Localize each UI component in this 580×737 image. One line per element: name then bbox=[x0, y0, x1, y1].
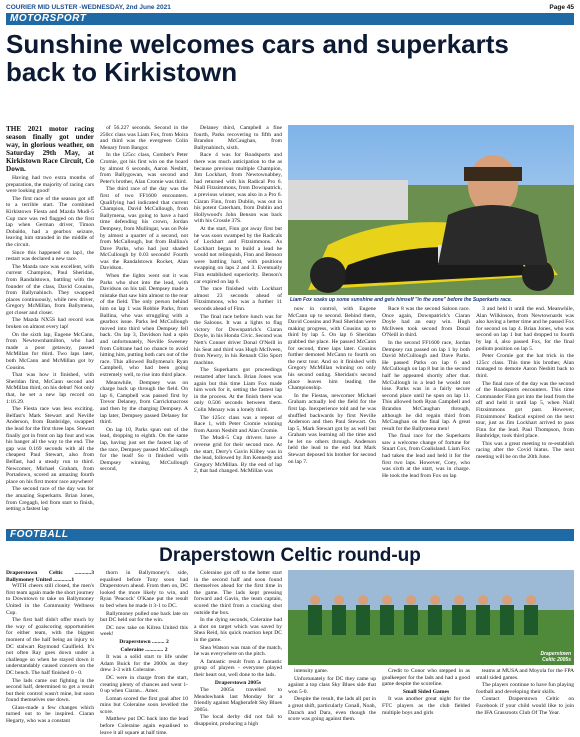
paragraph: In the 125cc class, Comber's Peter Cromie, got his first win on the board by almost 6 seconds, Aaron Nesbitt, from Ballygowan, was second and Peter's brother, Alan Cromie was third. bbox=[100, 152, 188, 185]
paragraph: now in control, with Eugene McCann up to second. Behind them, David Cousins and Paul Sheridan were making progress, with Cousins up to third by lap 5. On lap 6 Sheridan grabbed the place. He passed McCann for second, three laps later. Cousins further demoted McCann to fourth on the next tour. And so it finished with Gregory McMillan winning on only his second outing. Sheridan's second place leaves him leading the Championship. bbox=[288, 306, 376, 392]
paragraph: In the dying seconds, Coleraine had a shot on target which was saved by Shea Reid, his quick reaction kept DC in the game. bbox=[194, 617, 282, 643]
paragraph: It was a solid start to life under Adam Buick for the 2000s as they drew 3-3 with Coleraine. bbox=[100, 654, 188, 674]
paragraph: When the lights went out it was Parks who shot into the lead, with Davidson on his tail. Dempsey made a mistake that saw him almost to the rear of the field. The only person behind him on lap 1 was Robbie Parks, from Ballina, who was struggling with a gearbox issue. Parks led McCullough moved into third when Dempsey fell back. On lap 3, Davidson had a spin and unfortunately, Neville Sweeney from Coltrane had no chance to avoid hitting him, putting both cars out of the race. This allowed Ballymena's Ryan Campbell, who had been going extremely well, to rise into third place. bbox=[100, 273, 188, 378]
motorsport-column-6 bbox=[476, 306, 574, 526]
paragraph: The players continue to have fun playing football and developing their skills. bbox=[476, 682, 574, 695]
paragraph: The second race of the day was for the amazing Superkarts. Brian Jones, from Cregagh, led from start to finish, setting a fastest lap bbox=[6, 486, 94, 513]
paragraph: Shea Watson was man of the match, he was everywhere on the pitch. bbox=[194, 644, 282, 658]
paragraph: Delaney third, Campbell a fine fourth, Parks recovering to fifth and Brandon McCaughan, from Ballynahinch, sixth. bbox=[194, 125, 282, 151]
paragraph: The final race before lunch was for the Saloons. It was a lights to flag victory for Downpatrick's Ciaran Doyle, in his Honda Civic. Second was Nett's Conner driver Donal O'Neill in his Seat and third was Hugh McIlveen, from Newry, in his Renault Clio Sport machine. bbox=[194, 313, 282, 366]
paragraph: The lads came out fighting in the second half, determined to get a result but their control wasn't mine, but soon found themselves one down. bbox=[6, 677, 94, 704]
paragraph: teams at MUSA and Moyola for the FPA small sided games. bbox=[476, 668, 574, 681]
team-photo-label: Draperstown Celtic 2005s bbox=[540, 651, 571, 663]
football-col1-text bbox=[6, 583, 94, 724]
football-column-4 bbox=[288, 668, 376, 735]
team-photo bbox=[288, 570, 574, 665]
page-number: Page 45 bbox=[549, 3, 574, 11]
paper-title: COURIER MID ULSTER -WEDNESDAY, 2nd June 2021 bbox=[6, 3, 171, 11]
paragraph: Meanwhile, Dempsey was on charge back up through the field. On lap 6, Campbell was passed first by Trevor Delaney, from Carrickmacross and then by the charging Dempsey. A lap later, Dempsey passed Delaney for third. bbox=[100, 379, 188, 426]
paragraph: 3 and held it until the end. Meanwhile, Alan Wilkinson, from Newtownards was also having a better time and he passed Fox for second on lap 4. Brian Jones, who was second on lap 1 but had dropped to fourth by lap 4, also passed Fox, for the final podium position on lap 5. bbox=[476, 306, 574, 352]
paragraph: The 2005s travelled to Meadowbank last Monday for a friendly against Magherafelt Sky Blues 2005s. bbox=[194, 687, 282, 713]
paragraph: Glass-made a few changes which turned out to be inspired. Ciaran Hegarty, who was a constant bbox=[6, 704, 94, 725]
motorsport-column-1 bbox=[6, 125, 94, 525]
paragraph: The first half didn't offer much by the way of goalscoring opportunities for either team, with the biggest moment of the half being an injury to DC stalwart Raymond Caulfield. It's not often Ray goes down under a challenge so when he stayed down it understandably caused concern on the DC bench. The half finished 0 - 0. bbox=[6, 617, 94, 676]
football-column-6 bbox=[476, 668, 574, 735]
paragraph: of 56.227 seconds. Second in the 250cc class was Liam Fox, from Moira and third was the evergreen Colin Menary from Bangor. bbox=[100, 125, 188, 151]
motorsport-column-2 bbox=[100, 125, 188, 525]
match-result: Draperstown Celtic ............3 Ballymoney United .............1 bbox=[6, 570, 94, 583]
paragraph: The final race of the day was the second of the Roadsports encounters. This time Commander Finn got into the lead from the off and held it until lap 5, when Niall Fitzsimmons got past. However, Fitzsimmons' Radical expired on the next tour, just as Jim Lockhart arrived to pass Finn for the lead. Paul Thompson, from Banbridge, took third place. bbox=[476, 380, 574, 440]
motorsport-col1-text bbox=[6, 175, 94, 513]
paragraph: Having had two extra months of preparation, the majority of racing cars were looking good! bbox=[6, 175, 94, 195]
paragraph: The Mazda NX5S had record was broken on almost every lap! bbox=[6, 317, 94, 331]
paragraph: In the Fiestas, newcomer Michael Graham actually led the field for the first lap. Inexperience told and he was shuffled backwards by first Neville Anderson and then Paul Stewart. On lap 5, Mark Stewart got by as well but Graham was learning all the time and he let no others through. Anderson held the lead to the end but Mark Stewart deposed his brother for second on lap 7. bbox=[288, 392, 376, 465]
paragraph: Coleraine got off to the better start in the second half and soon found themselves ahead for the first time in the game. The lads kept pressing forward and Gavin, the team captain, scored the third from a cracking shot outside the box. bbox=[194, 570, 282, 616]
paragraph: That was how it finished, with Sheridan first, McCann second and McMillan third, on his debut! Not only that, he set a new lap record on 1:16.29. bbox=[6, 372, 94, 405]
section-bar-motorsport: MOTORSPORT bbox=[6, 13, 574, 25]
paragraph: Matthew put DC back into the lead before Coleraine again equalised to leave it all square at half time. bbox=[100, 716, 188, 735]
paragraph: This was a great meeting to re-establish racing after the Covid hiatus. The next meeting will be on the 20th June. bbox=[476, 440, 574, 461]
photo-caption: Liam Fox soaks up some sunshine and gets himself "in the zone" before the Superkarts race. bbox=[290, 297, 513, 303]
paragraph: The final race for the Superkarts saw a welcome change of fortune for Stuart Cox, from Coalisland. Liam Fox had taken the lead and held it for the first two laps. However, Coey, who was sixth at the start, was in charge. He took the lead from Fox on lap bbox=[382, 433, 470, 479]
paragraph: Race 4 was for Roadsports and there was much anticipation to the as because previous multiple Champion, Jim Lockhart, from Newtownabbey, had returned with his Radical Pro 6. Niall Fitzsimmons, from Downpatrick, a previous winner, was also in a Pro 6. Ciaran Finn, from Dublin, was out in his potent Caterham, from Dublin and Hollywood's John Benson was back with his Crossle 37S. bbox=[194, 152, 282, 225]
football-column-2 bbox=[100, 570, 188, 735]
paragraph: WITH cheers still closed, the men's first team again made the short journey to Downtown to take on Ballymoney United in the Community Wellness Cup. bbox=[6, 583, 94, 616]
motorsport-column-3 bbox=[194, 125, 282, 525]
paragraph: The Fiesta race was less exciting. Belfast's Mark Stewart and Neville Anderson, from Banbridge, swapped the lead for the first three laps. Stewart finally got in front on lap four and was his banger all the way to the end. The gap was 0.169 seconds with all the cheapest Paul Stewart, also from Belfast, had a steady run to third. Newcomer, Michael Graham, from Portadown, scored an amazing fourth place on his first motor race anywhere! bbox=[6, 406, 94, 485]
paragraph: Coleraine ............. 2 bbox=[120, 646, 168, 653]
paragraph: The race finished with Lockhart almost 23 seconds ahead of Fitzsimmons, who was a further 11 seconds ahead of Finn. bbox=[194, 286, 282, 313]
paragraph: The Superkarts got proceedings restarted after lunch. Brian Jones was again but this time Liam Fox made him work for it, setting the fastest lap in the process. At the finish there was only 0.506 seconds between them. Colin Menary was a lonely third. bbox=[194, 367, 282, 413]
headline-motorsport: Sunshine welcomes cars and superkarts back to Kirkistown bbox=[6, 29, 509, 87]
paragraph: Credit to Conor who stepped in as goalkeeper for the lads and had a good game despite the scoreline. bbox=[382, 668, 470, 688]
paragraph: Race 8 was the second Saloon race. Once again, Downpatrick's Ciaran Doyle had an easy win. Hugh McIlveen took second from Donal O'Neill in third. bbox=[382, 306, 470, 339]
paragraph: Peter Cromie got the hat trick in the 125cc class. This time his brother, Alan managed to demote Aaron Nesbitt back to third. bbox=[476, 353, 574, 379]
paragraph: It was another great night for the FTC players as the club fielded multiple boys and girls bbox=[382, 696, 470, 716]
paragraph: Since this happened on lap1, the restart was declared a new race. bbox=[6, 249, 94, 263]
paragraph: At the start, Finn got away first but he was soon swamped by the Radicals of Lockhart and Fitzsimmons. As Lockhart began to build a lead he would not relinquish, Finn and Benson were battling hard, with positions swapping on laps 2 and 3. Eventually Finn established superiority. Benson's car expired on lap 6. bbox=[194, 225, 282, 285]
paragraph: The 125cc class was a repeat of Race 1, with Peter Cromie winning from Aaron Nesbitt and Alan Cromie. bbox=[194, 414, 282, 434]
paragraph: Ballymoney pulled one back late on but DC held out for the win. bbox=[100, 610, 188, 624]
paragraph: Contact Draperstown Celtic on Facebook if your child would like to join the IFA Grassroots Club Of The Year. bbox=[476, 696, 574, 716]
paragraph: A fantastic result from a fantastic group of players - everyone played their heart out, well done to the lads. bbox=[194, 658, 282, 678]
paragraph: Despite the result, the lads all put in a great shift, particularly Conall, Noah, Darach and Dara, even though the score was going against them. bbox=[288, 696, 376, 723]
masthead bbox=[6, 2, 574, 12]
paragraph: On lap 10, Parks spun out of the lead, dropping to eighth. On the same lap, having just set the fastest lap of the race, Dempsey passed McCullough for the lead! So it finished with Dempsey winning, McCullough second, bbox=[100, 426, 188, 473]
paragraph: The Mazda race was excellent, with current Champion, Paul Sheridan, from Randalstown, battling with the founder of the class, David Cousins, from Ballynahinch. They swapped places continuously, while new driver, Gregory McMillan, from Ballymena, got closer and closer. bbox=[6, 263, 94, 316]
superkart-driver-image bbox=[288, 125, 574, 295]
football-column-1 bbox=[6, 570, 94, 735]
paragraph: In the second FF1600 race, Jordan Dempsey ran passed on lap 1 by both David McCullough and Dave Parks. He passed Parks on lap 6 and McCullough on lap 8 but in the second half he appeared shortly after that. McCullough in a lead he would not lose. Parks was in a fairly secure second place until he spun on lap 11. This allowed both Ryan Campbell and Brandon McCaughan through, although he did regain third from McCaughan on the final lap. A great result for the Ballymena men! bbox=[382, 339, 470, 432]
motorsport-column-5 bbox=[382, 306, 470, 526]
motorsport-lead: THE 2021 motor racing season finally got under way, in glorious weather, on Saturday 29th May, at Kirkistown Race Circuit, Co Down. bbox=[6, 125, 94, 173]
paragraph: On the sixth lap, Eugene McCann, from Newtownhamilton, who had made a poor getaway, passed McMillan for third. Two laps later, both McCann and McMillan got by Cousins. bbox=[6, 331, 94, 371]
paragraph: DC were in charge from the start, creating plenty of chances and went 1-0 up when Ciaran... Amer. bbox=[100, 674, 188, 695]
motorsport-column-4 bbox=[288, 306, 376, 526]
football-column-5 bbox=[382, 668, 470, 735]
paragraph: intensity game. bbox=[294, 668, 329, 674]
paragraph: Draperstown ......... 2 bbox=[119, 638, 169, 645]
paragraph: Loman scored the first goal after 10 mins but Coleraine soon levelled the score. bbox=[100, 695, 188, 715]
paragraph: DC now take on Kilrea United this week! bbox=[100, 624, 188, 638]
paragraph: The third race of the day was the first of two FF1600 encounters. Qualifying had indicated that current Champion, David McCullough, from Ballymena, was going to have a hard time defending his crown, Jordan Dempsey, from Mullingar, was on Pole by almost a quarter of a second, not from McCullough, but from Ballina's Dave Parks, who had just shaded McCullough by 0.03 seconds! Fourth was the Randalstown Rocket, Alan Davidson. bbox=[100, 186, 188, 272]
paragraph: Small Sided Games bbox=[402, 688, 450, 695]
paragraph: thorn in Ballymoney's side, equalised before Tony soon had Draperstown ahead. From then on, DC looked the more likely to win, and Ryan 'Peacock' O'Kane put the result to bed when he made it 3-1 to DC. bbox=[100, 570, 188, 609]
paragraph: Draperstown 2005s bbox=[214, 679, 262, 686]
paragraph: The Mudi-5 Cup drivers have a reverse grid for their second race. At the start, Derry's Gavin Kilbey was in the lead, followed by Jim Kennedy and Gregory McMillan. By the end of lap 2, that had changed. McMillan was bbox=[194, 435, 282, 475]
headline-football: Draperstown Celtic round-up bbox=[159, 545, 421, 566]
section-bar-football: FOOTBALL bbox=[6, 529, 574, 541]
paragraph: The first race of the season got off to a terrible start. The combined Kirkistown Fiesta and Mazda Mudi-5 Cup race was red flagged on the first lap when German driver, Timon Dobaldo, had a gearbox seizure, leaving him stranded in the middle of the circuit. bbox=[6, 195, 94, 248]
motorsport-photo bbox=[288, 125, 574, 295]
paragraph: Unfortunately for DC they came up against a top class Sky Blues side that won 5-0. bbox=[288, 675, 376, 695]
football-column-3 bbox=[194, 570, 282, 735]
paragraph: The local derby did not fail to disappoint, producing a high bbox=[194, 714, 282, 728]
